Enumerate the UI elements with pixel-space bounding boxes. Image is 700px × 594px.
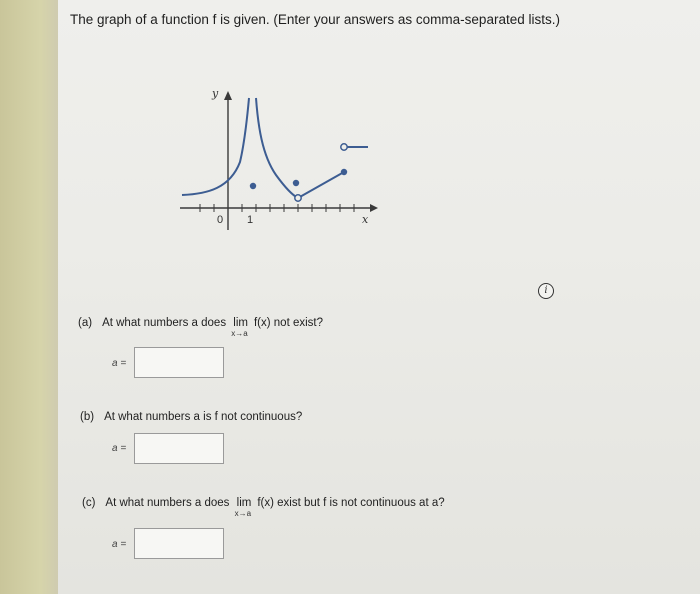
tick-label-1: 1	[247, 214, 254, 226]
part-c-answer-input[interactable]	[134, 528, 224, 559]
y-axis-arrow	[224, 91, 232, 100]
curve-left-branch	[182, 98, 249, 195]
part-b-answer-input[interactable]	[134, 433, 224, 464]
isolated-point	[250, 183, 256, 189]
open-point-top-segment	[341, 144, 347, 150]
part-a-text-after: f(x) not exist?	[253, 317, 324, 329]
part-a-lim-sub: x→a	[231, 329, 248, 338]
part-b-input-label: a =	[112, 443, 127, 454]
part-c-letter: (c)	[82, 497, 96, 509]
curve-middle-branch	[256, 98, 298, 198]
info-icon[interactable]: i	[538, 283, 554, 299]
left-margin-stripe	[0, 0, 58, 594]
open-point-dip	[295, 195, 301, 201]
part-c-lim	[234, 497, 252, 518]
part-a-question	[78, 317, 324, 338]
part-c-input-label: a =	[112, 539, 127, 550]
part-a-letter: (a)	[78, 317, 93, 329]
part-a-input-label: a =	[112, 358, 127, 369]
part-a-lim-word: lim	[233, 317, 248, 329]
part-c-question	[82, 497, 445, 518]
closed-point-segment-end	[341, 169, 347, 175]
part-c-text-before: At what numbers a does	[105, 497, 230, 509]
function-graph	[170, 80, 380, 240]
part-a-answer-input[interactable]	[134, 347, 224, 378]
part-a-lim	[231, 317, 248, 338]
question-title: The graph of a function f is given. (Enter your answers as comma-separated lists.)	[70, 12, 560, 27]
part-b-letter: (b)	[80, 411, 95, 423]
point-above-dip	[293, 180, 299, 186]
x-axis-arrow	[370, 204, 378, 212]
y-axis-label: y	[212, 87, 219, 100]
part-a-text-before: At what numbers a does	[102, 317, 227, 329]
tick-label-0: 0	[217, 214, 224, 226]
part-b-text: At what numbers a is f not continuous?	[104, 411, 303, 423]
part-c-lim-sub: x→a	[234, 509, 252, 518]
part-b-question	[80, 411, 302, 423]
part-c-text-after: f(x) exist but f is not continuous at a?	[257, 497, 445, 509]
x-axis-label: x	[362, 213, 369, 226]
part-c-lim-word: lim	[236, 497, 252, 509]
curve-right-segment	[298, 172, 344, 198]
